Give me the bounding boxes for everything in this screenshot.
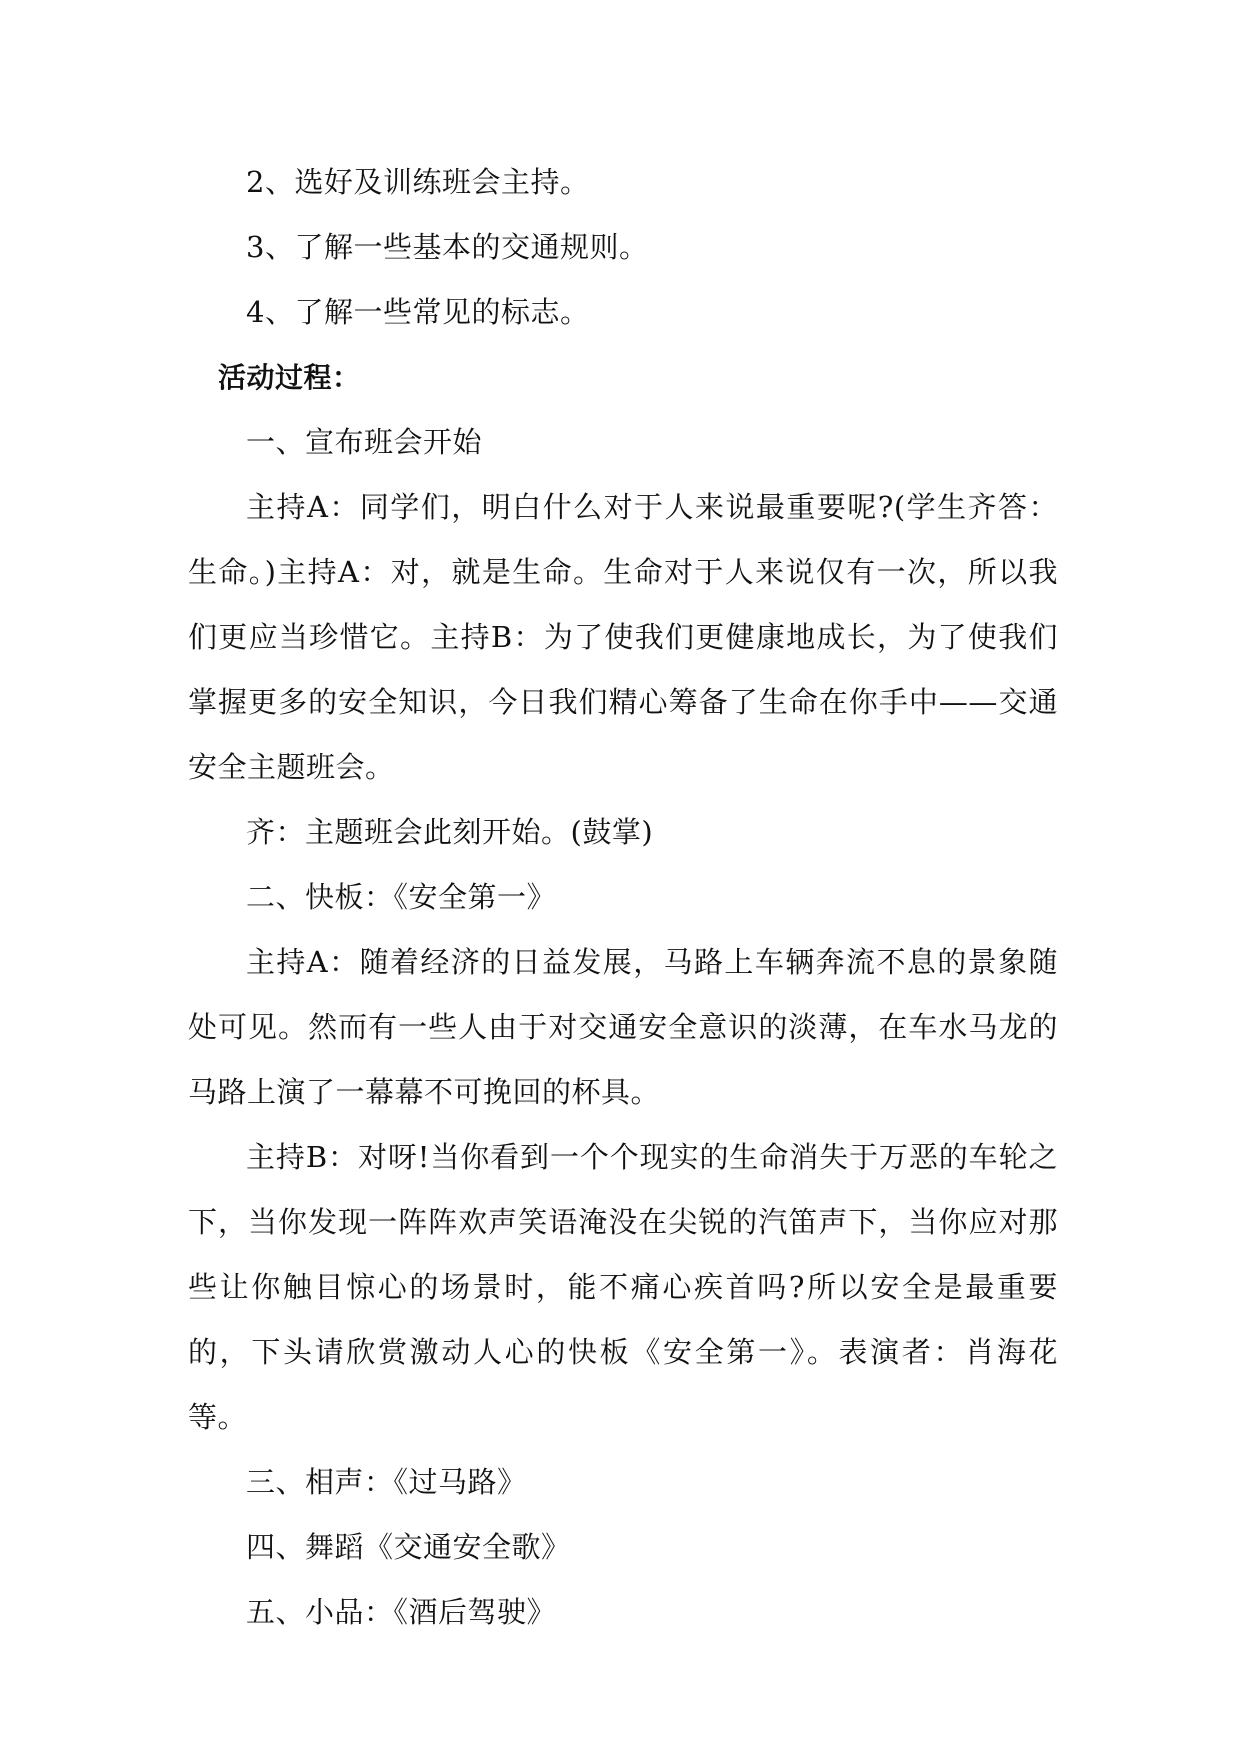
prep-item-4: 4、了解一些常见的标志。 bbox=[246, 295, 590, 329]
host-a-speech-paragraph: 主持A：随着经济的日益发展，马路上车辆奔流不息的景象随处可见。然而有一些人由于对交通安全意识的淡薄，在车水马龙的马路上演了一幕幕不可挽回的杯具。 bbox=[188, 945, 1058, 1109]
host-a-intro-paragraph: 主持A：同学们，明白什么对于人来说最重要呢?(学生齐答：生命。)主持A：对，就是生命。生命对于人来说仅有一次，所以我们更应当珍惜它。主持B：为了使我们更健康地成长，为了使我们掌握更多的安全知识，今日我们精心筹备了生命在你手中——交通安全主题班会。 bbox=[188, 490, 1058, 784]
section-heading: 活动过程： bbox=[218, 361, 361, 394]
host-b-speech-paragraph: 主持B：对呀!当你看到一个个现实的生命消失于万恶的车轮之下，当你发现一阵阵欢声笑语淹没在尖锐的汽笛声下，当你应对那些让你触目惊心的场景时，能不痛心疾首吗?所以安全是最重要的，下头请欣赏激动人心的快板《安全第一》。表演者：肖海花等。 bbox=[188, 1140, 1058, 1434]
all-start-line: 齐：主题班会此刻开始。(鼓掌) bbox=[246, 815, 654, 849]
step-1-title: 一、宣布班会开始 bbox=[246, 425, 483, 459]
prep-item-2: 2、选好及训练班会主持。 bbox=[246, 165, 590, 199]
prep-item-3: 3、了解一些基本的交通规则。 bbox=[246, 230, 649, 264]
step-4-title: 四、舞蹈《交通安全歌》 bbox=[246, 1530, 571, 1564]
step-5-title: 五、小品：《酒后驾驶》 bbox=[246, 1595, 557, 1629]
document-body bbox=[188, 150, 1058, 1645]
step-2-title: 二、快板：《安全第一》 bbox=[246, 880, 557, 914]
step-3-title: 三、相声：《过马路》 bbox=[246, 1465, 527, 1499]
